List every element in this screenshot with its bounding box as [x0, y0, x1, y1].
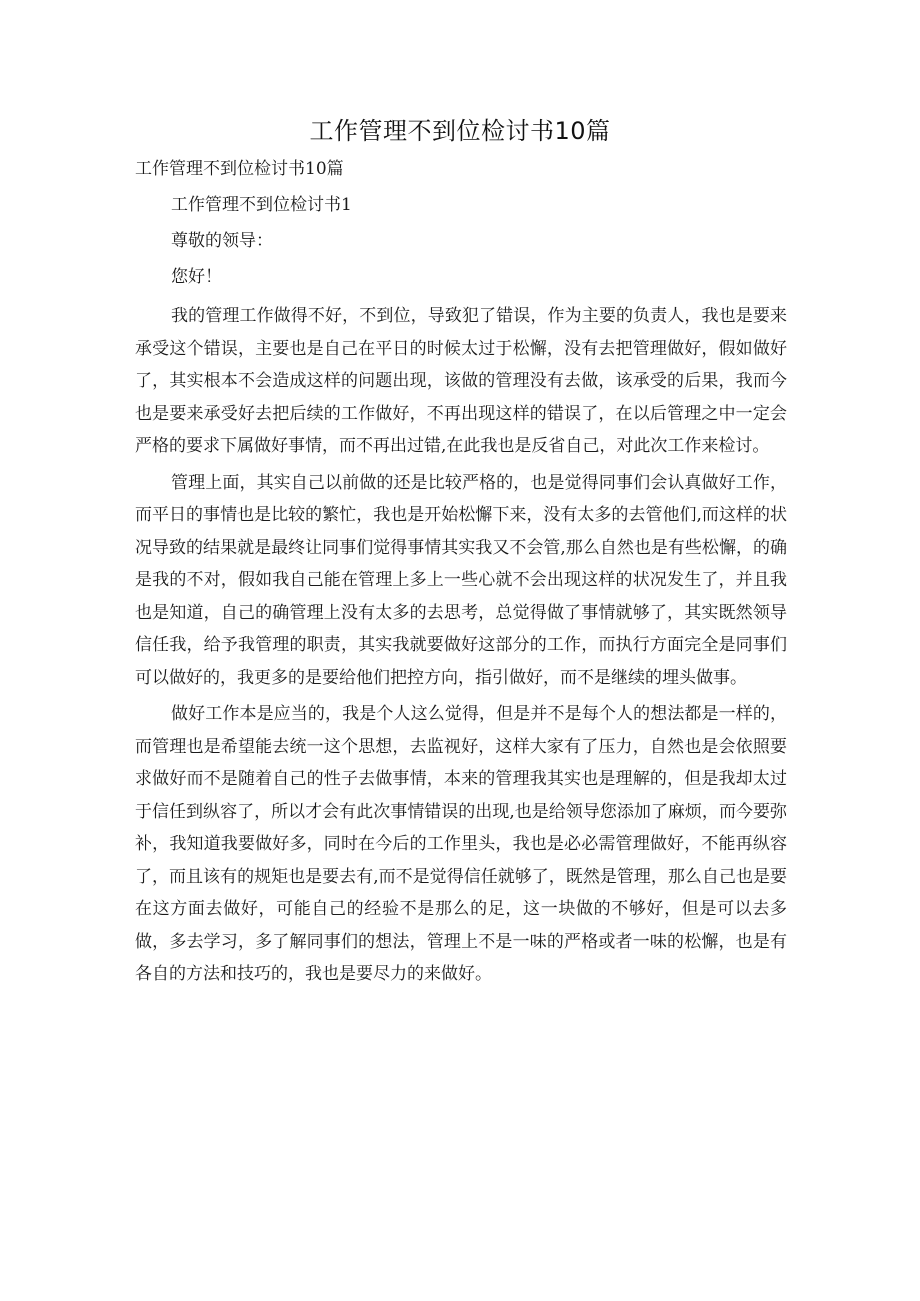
section-heading: 工作管理不到位检讨书1: [171, 195, 352, 215]
body-paragraph-3: 做好工作本是应当的，我是个人这么觉得，但是并不是每个人的想法都是一样的，而管理也是希望能去统一这个思想，去监视好，这样大家有了压力，自然也是会依照要求做好而不是随着自己的性子去做事情，本来的管理我其实也是理解的，但是我却太过于信任到纵容了，所以才会有此次事情错误的出现,也是给领导您添加了麻烦，而今要弥补，我知道我要做好多，同时在今后的工作里头，我也是必必需管理做好，不能再纵容了，而且该有的规矩也是要去有,而不是觉得信任就够了，既然是管理，那么自己也是要在这方面去做好，可能自己的经验不是那么的足，这一块做的不够好，但是可以去多做，多去学习，多了解同事们的想法，管理上不是一味的严格或者一味的松懈，也是有各自的方法和技巧的，我也是要尽力的来做好。: [135, 704, 787, 984]
greeting: 您好！: [171, 267, 222, 287]
document-subtitle: 工作管理不到位检讨书10篇: [135, 159, 344, 179]
body-paragraph-2: 管理上面，其实自己以前做的还是比较严格的，也是觉得同事们会认真做好工作，而平日的事情也是比较的繁忙，我也是开始松懈下来，没有太多的去管他们,而这样的状况导致的结果就是最终让同事们觉得事情其实我又不会管,那么自然也是有些松懈，的确是我的不对，假如我自己能在管理上多上一些心就不会出现这样的状况发生了，并且我也是知道，自己的确管理上没有太多的去思考，总觉得做了事情就够了，其实既然领导信任我，给予我管理的职责，其实我就要做好这部分的工作，而执行方面完全是同事们可以做好的，我更多的是要给他们把控方向，指引做好，而不是继续的埋头做事。: [135, 472, 787, 688]
salutation: 尊敬的领导：: [171, 231, 273, 251]
document-title: 工作管理不到位检讨书10篇: [309, 117, 611, 145]
document-body: [135, 151, 787, 991]
body-paragraph-1: 我的管理工作做得不好，不到位，导致犯了错误，作为主要的负责人，我也是要来承受这个错误，主要也是自己在平日的时候太过于松懈，没有去把管理做好，假如做好了，其实根本不会造成这样的问题出现，该做的管理没有去做，该承受的后果，我而今也是要来承受好去把后续的工作做好，不再出现这样的错误了，在以后管理之中一定会严格的要求下属做好事情，而不再出过错,在此我也是反省自己，对此次工作来检讨。: [135, 306, 787, 456]
